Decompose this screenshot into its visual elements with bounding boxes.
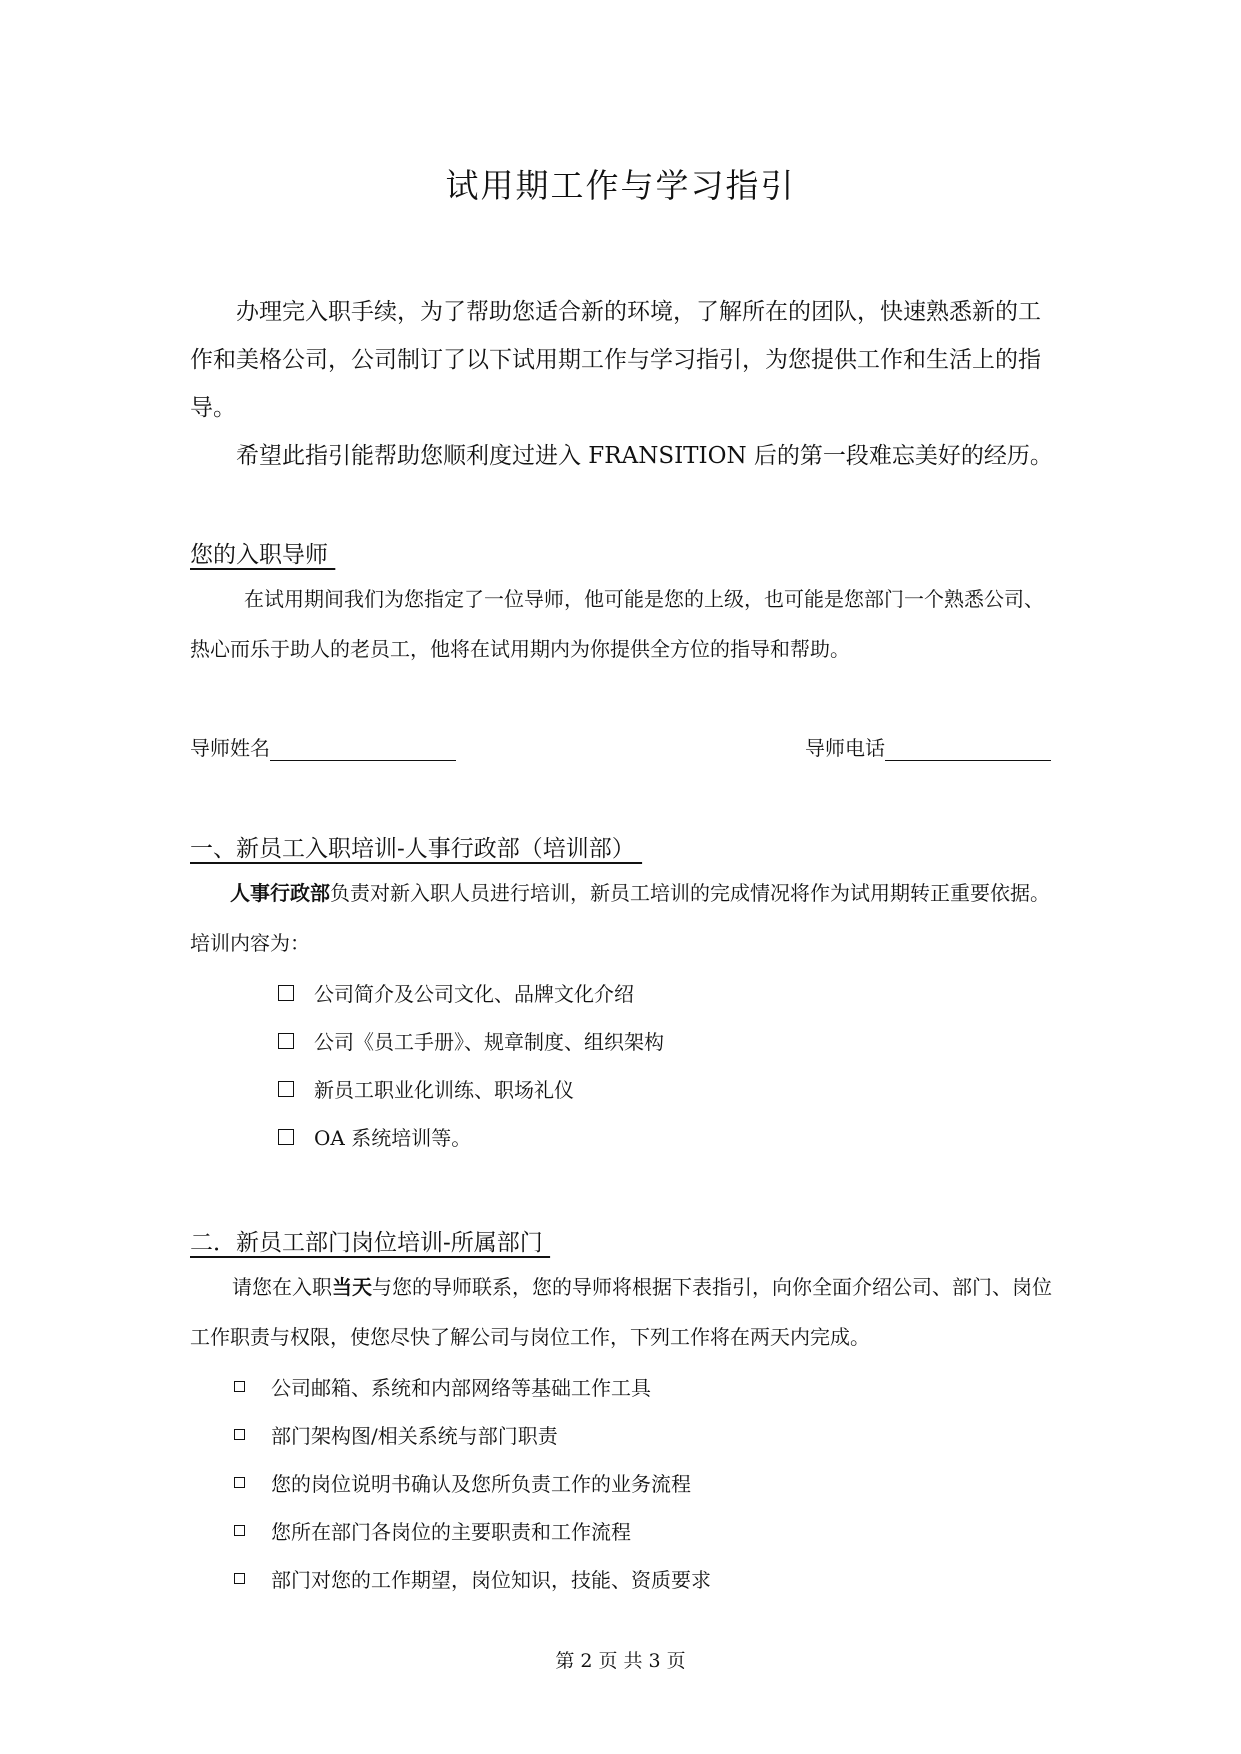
section1-lead-bold: 人事行政部 [230, 881, 330, 905]
list-item: 新员工职业化训练、职场礼仪 [278, 1074, 574, 1103]
checkbox-icon [234, 1381, 245, 1392]
list-item: 公司《员工手册》、规章制度、组织架构 [278, 1026, 664, 1055]
section1-lead-text: 负责对新入职人员进行培训，新员工培训的完成情况将作为试用期转正重要依据。培训内容为： [190, 881, 1050, 955]
mentor-phone-row [805, 732, 1051, 761]
mentor-heading: 您的入职导师 [190, 542, 336, 568]
list-item: 部门架构图/相关系统与部门职责 [234, 1420, 558, 1449]
mentor-name-row [190, 732, 456, 761]
section2-lead-bold: 当天 [332, 1275, 372, 1299]
list-item: 公司邮箱、系统和内部网络等基础工作工具 [234, 1372, 651, 1401]
list-item: OA 系统培训等。 [278, 1122, 471, 1151]
intro-paragraph-2: 希望此指引能帮助您顺利度过进入 FRANSITION 后的第一段难忘美好的经历。 [236, 443, 1053, 469]
list-item: 您所在部门各岗位的主要职责和工作流程 [234, 1516, 631, 1545]
checkbox-icon [234, 1525, 245, 1536]
section1-lead [190, 868, 1060, 968]
mentor-phone-label: 导师电话 [805, 736, 885, 760]
list-item: 公司简介及公司文化、品牌文化介绍 [278, 978, 634, 1007]
mentor-name-label: 导师姓名 [190, 736, 270, 760]
page-title: 试用期工作与学习指引 [445, 166, 796, 205]
section2-heading: 二．新员工部门岗位培训-所属部门 [190, 1230, 551, 1256]
checkbox-icon [278, 1081, 294, 1097]
checkbox-icon [234, 1477, 245, 1488]
checkbox-icon [234, 1429, 245, 1440]
page-footer: 第 2 页 共 3 页 [555, 1650, 686, 1672]
intro-paragraph: 办理完入职手续，为了帮助您适合新的环境，了解所在的团队，快速熟悉新的工作和美格公司，公司制订了以下试用期工作与学习指引，为您提供工作和生活上的指导。 [190, 299, 1041, 421]
checkbox-icon [278, 985, 294, 1001]
list-item: 部门对您的工作期望，岗位知识，技能、资质要求 [234, 1564, 711, 1593]
checkbox-icon [278, 1129, 294, 1145]
section2-lead: 请您在入职当天与您的导师联系，您的导师将根据下表指引，向你全面介绍公司、部门、岗位工作职责与权限，使您尽快了解公司与岗位工作，下列工作将在两天内完成。 [190, 1275, 1052, 1349]
mentor-phone-blank [885, 738, 1051, 761]
list-item: 您的岗位说明书确认及您所负责工作的业务流程 [234, 1468, 691, 1497]
checkbox-icon [234, 1573, 245, 1584]
mentor-name-blank [270, 738, 456, 761]
section1-heading: 一、新员工入职培训-人事行政部（培训部） [190, 836, 643, 862]
checkbox-icon [278, 1033, 294, 1049]
mentor-description: 在试用期间我们为您指定了一位导师，他可能是您的上级，也可能是您部门一个熟悉公司、热心而乐于助人的老员工，他将在试用期内为你提供全方位的指导和帮助。 [190, 587, 1044, 661]
